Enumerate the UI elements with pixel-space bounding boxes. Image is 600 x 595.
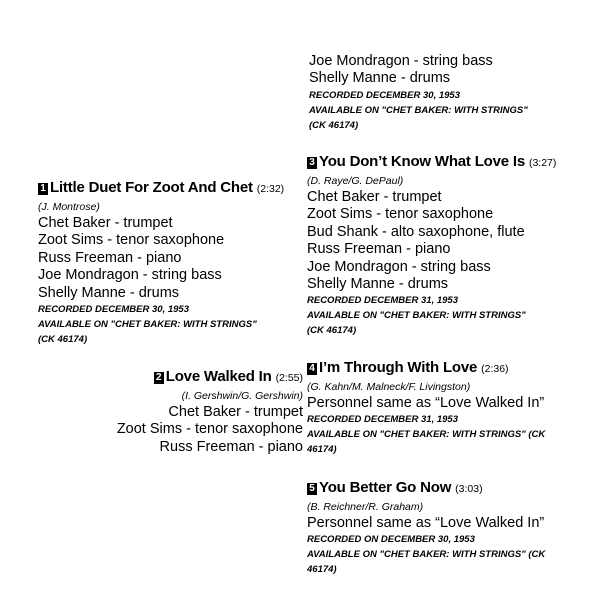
personnel-line: Chet Baker - trumpet	[307, 189, 442, 205]
track-number-badge: 1	[38, 183, 48, 195]
track-duration: (2:55)	[275, 372, 303, 384]
composer-credit: (I. Gershwin/G. Gershwin)	[181, 390, 303, 402]
personnel-line: Personnel same as “Love Walked In”	[307, 515, 545, 531]
catalog-number: (CK 46174)	[38, 334, 88, 346]
continued-block	[309, 53, 528, 133]
track-title-line	[307, 152, 556, 173]
personnel-line: Joe Mondragon - string bass	[307, 258, 491, 275]
personnel-line: Zoot Sims - tenor saxophone	[116, 421, 303, 438]
track-title-line	[38, 178, 284, 199]
track-1	[38, 178, 284, 347]
personnel-line: Russ Freeman - piano	[159, 438, 303, 455]
personnel-line: Personnel same as “Love Walked In”	[307, 395, 545, 411]
personnel-line: Russ Freeman - piano	[307, 241, 451, 258]
track-number-badge: 2	[154, 372, 164, 384]
composer-credit: (B. Reichner/R. Graham)	[307, 501, 424, 513]
track-number-badge: 3	[307, 157, 317, 169]
availability-note: AVAILABLE ON "CHET BAKER: WITH STRINGS"	[309, 104, 528, 116]
catalog-number: (CK 46174)	[309, 119, 359, 131]
track-duration: (2:36)	[481, 363, 509, 375]
personnel-line: Bud Shank - alto saxophone, flute	[307, 223, 525, 240]
composer-credit: (G. Kahn/M. Malneck/F. Livingston)	[307, 381, 471, 393]
availability-note: AVAILABLE ON "CHET BAKER: WITH STRINGS"	[307, 310, 526, 322]
recorded-note: RECORDED DECEMBER 31, 1953	[307, 414, 458, 426]
track-duration: (2:32)	[256, 183, 285, 195]
track-title: Love Walked In	[165, 368, 272, 385]
recorded-note: RECORDED ON DECEMBER 30, 1953	[307, 534, 475, 546]
track-5	[307, 478, 545, 577]
track-title: I’m Through With Love	[319, 359, 478, 376]
track-4	[307, 358, 545, 457]
catalog-number: 46174)	[307, 564, 337, 576]
availability-note: AVAILABLE ON "CHET BAKER: WITH STRINGS" (CK	[307, 549, 546, 561]
track-2	[117, 367, 303, 456]
personnel-line: Joe Mondragon - string bass	[38, 267, 222, 284]
track-title-line	[307, 358, 545, 379]
composer-credit: (J. Montrose)	[38, 201, 100, 213]
personnel-line: Shelly Manne - drums	[307, 276, 449, 293]
catalog-number: 46174)	[307, 444, 337, 456]
personnel-line: Russ Freeman - piano	[38, 249, 182, 266]
composer-credit: (D. Raye/G. DePaul)	[307, 175, 404, 187]
track-duration: (3:03)	[455, 483, 483, 495]
recorded-note: RECORDED DECEMBER 31, 1953	[307, 295, 458, 307]
recorded-note: RECORDED DECEMBER 30, 1953	[38, 304, 189, 316]
catalog-number: (CK 46174)	[307, 325, 357, 337]
track-title-line	[117, 367, 303, 388]
track-title-line	[307, 478, 545, 499]
track-title: You Don’t Know What Love Is	[319, 153, 525, 170]
track-3	[307, 152, 556, 338]
personnel-line: Shelly Manne - drums	[38, 284, 180, 301]
personnel-line: Chet Baker - trumpet	[38, 215, 173, 231]
track-number-badge: 5	[307, 483, 317, 495]
recorded-note: RECORDED DECEMBER 30, 1953	[309, 89, 460, 101]
availability-note: AVAILABLE ON "CHET BAKER: WITH STRINGS"	[38, 319, 257, 331]
track-duration: (3:27)	[528, 157, 557, 169]
personnel-line: Chet Baker - trumpet	[168, 404, 303, 420]
availability-note: AVAILABLE ON "CHET BAKER: WITH STRINGS" (CK	[307, 429, 546, 441]
personnel-line: Joe Mondragon - string bass	[309, 53, 493, 69]
personnel-line: Shelly Manne - drums	[309, 70, 451, 87]
personnel-line: Zoot Sims - tenor saxophone	[38, 232, 225, 249]
personnel-line: Zoot Sims - tenor saxophone	[307, 206, 494, 223]
track-title: You Better Go Now	[319, 479, 452, 496]
track-number-badge: 4	[307, 363, 317, 375]
track-title: Little Duet For Zoot And Chet	[50, 179, 253, 196]
